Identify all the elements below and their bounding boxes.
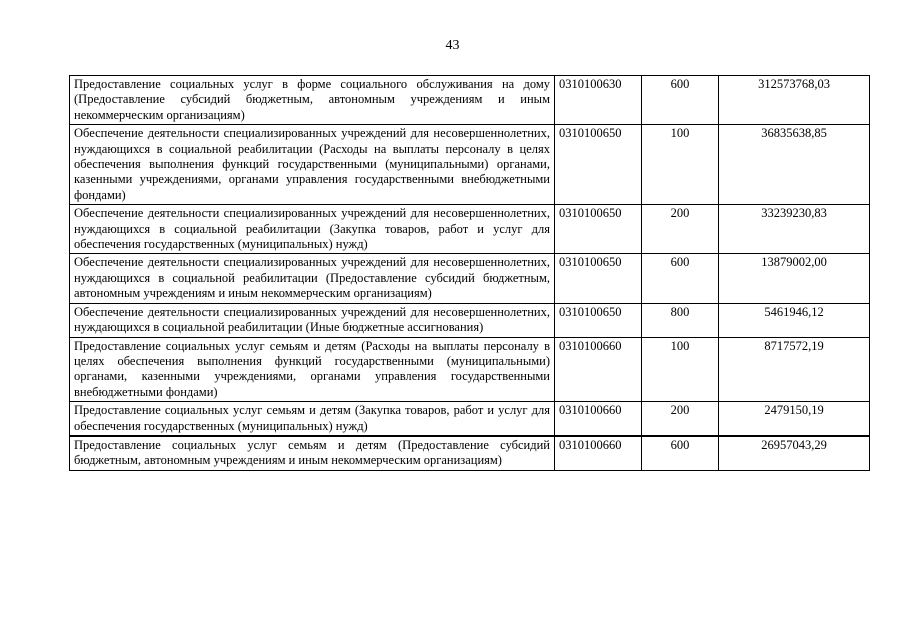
table-row (70, 402, 870, 436)
page-number: 43 (445, 38, 460, 53)
row-expense-type: 100 (642, 337, 719, 402)
row-description: Обеспечение деятельности специализированных учреждений для несовершеннолетних, нуждающихся в социальной реабилитации (Иные бюджетные ассигнования) (70, 303, 555, 337)
table-row (70, 125, 870, 205)
table-row (70, 76, 870, 125)
row-expense-type: 600 (642, 76, 719, 125)
row-amount: 33239230,83 (719, 205, 870, 254)
row-description: Обеспечение деятельности специализированных учреждений для несовершеннолетних, нуждающихся в социальной реабилитации (Закупка товаров, работ и услуг для обеспечения государственных (муниципальных) нужд) (70, 205, 555, 254)
row-amount: 312573768,03 (719, 76, 870, 125)
table-row (70, 337, 870, 402)
row-description: Предоставление социальных услуг семьям и детям (Предоставление субсидий бюджетным, автономным учреждениям и иным некоммерческим организациям) (70, 436, 555, 470)
row-code: 0310100630 (555, 76, 642, 125)
row-code: 0310100660 (555, 337, 642, 402)
row-amount: 36835638,85 (719, 125, 870, 205)
row-amount: 8717572,19 (719, 337, 870, 402)
row-description: Обеспечение деятельности специализированных учреждений для несовершеннолетних, нуждающихся в социальной реабилитации (Расходы на выплаты персоналу в целях обеспечения выполнения функций государственными (муниципальными) органами, казенными учреждениями, органами управления государственными внебюджетными фондами) (70, 125, 555, 205)
table-row (70, 254, 870, 303)
row-expense-type: 100 (642, 125, 719, 205)
row-amount: 26957043,29 (719, 436, 870, 470)
table-row (70, 436, 870, 470)
row-expense-type: 200 (642, 402, 719, 436)
row-description: Предоставление социальных услуг в форме социального обслуживания на дому (Предоставление субсидий бюджетным, автономным учреждениям и иным некоммерческим организациям) (70, 76, 555, 125)
row-expense-type: 600 (642, 254, 719, 303)
row-expense-type: 200 (642, 205, 719, 254)
row-code: 0310100650 (555, 303, 642, 337)
table-row (70, 205, 870, 254)
row-expense-type: 800 (642, 303, 719, 337)
row-amount: 13879002,00 (719, 254, 870, 303)
table-row (70, 303, 870, 337)
row-description: Обеспечение деятельности специализированных учреждений для несовершеннолетних, нуждающихся в социальной реабилитации (Предоставление субсидий бюджетным, автономным учреждениям и иным некоммерческим организациям) (70, 254, 555, 303)
row-code: 0310100650 (555, 205, 642, 254)
row-code: 0310100650 (555, 254, 642, 303)
row-code: 0310100660 (555, 436, 642, 470)
budget-table (69, 75, 870, 471)
row-description: Предоставление социальных услуг семьям и детям (Закупка товаров, работ и услуг для обеспечения государственных (муниципальных) нужд) (70, 402, 555, 436)
row-code: 0310100650 (555, 125, 642, 205)
row-amount: 5461946,12 (719, 303, 870, 337)
row-amount: 2479150,19 (719, 402, 870, 436)
row-expense-type: 600 (642, 436, 719, 470)
row-description: Предоставление социальных услуг семьям и детям (Расходы на выплаты персоналу в целях обеспечения выполнения функций государственными (муниципальными) органами, казенными учреждениями, органами управления государственными внебюджетными фондами) (70, 337, 555, 402)
row-code: 0310100660 (555, 402, 642, 436)
